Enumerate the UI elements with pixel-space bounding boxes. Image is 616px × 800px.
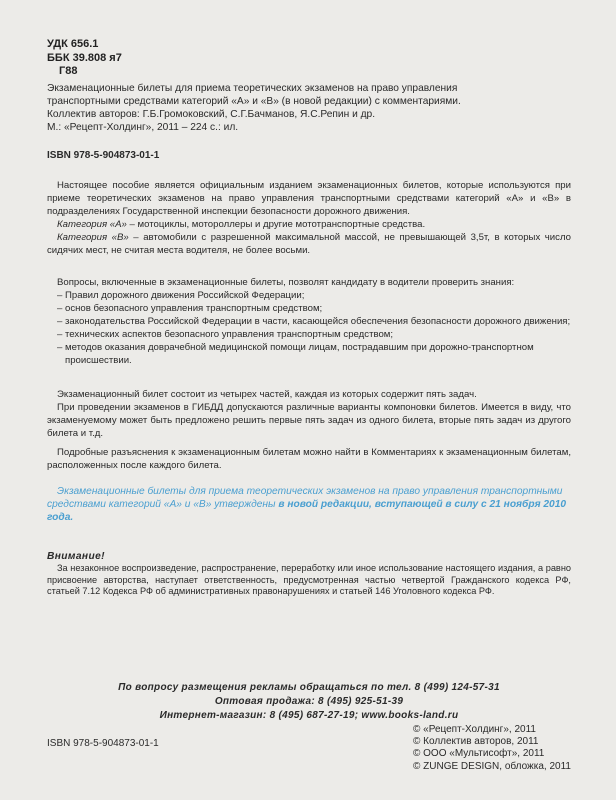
- questions-list: [47, 289, 571, 367]
- category-b-label: Категория «В»: [57, 232, 129, 243]
- citation-line: Экзаменационные билеты для приема теоретических экзаменов на право управления: [47, 83, 458, 94]
- citation-line: транспортными средствами категорий «А» и «В» (в новой редакции) с комментариями.: [47, 96, 461, 107]
- copyrights: [413, 724, 571, 773]
- category-b: [47, 231, 571, 257]
- contacts: [47, 681, 571, 723]
- classification-codes: [47, 38, 571, 79]
- advertising-contact: По вопросу размещения рекламы обращаться по тел. 8 (499) 124-57-31: [118, 682, 500, 693]
- warning-text: За незаконное воспроизведение, распространение, переработку или иное использование настоящего издания, а равно присвоение авторства, наступает ответственность, предусмотренная частью четвертой Гражданского кодекса РФ, статьей 7.12 Кодекса РФ об административных правонарушениях и статьей 146 Уголовного кодекса РФ.: [47, 563, 571, 596]
- category-b-text: – автомобили с разрешенной максимальной массой, не превышающей 3,5т, в которых число сидячих мест, не считая места водителя, не более восьми.: [47, 232, 572, 256]
- category-a-label: Категория «А»: [57, 219, 127, 230]
- list-item: – основ безопасного управления транспортным средством;: [57, 303, 323, 314]
- intro-paragraph: Настоящее пособие является официальным изданием экзаменационных билетов, которые используются при приеме теоретических экзаменов на право управления транспортными средствами категорий «А» и «В» в подразделениях Государственной инспекции безопасности дорожного движения.: [47, 180, 571, 217]
- questions-section: [47, 276, 571, 367]
- intro-section: [47, 179, 571, 257]
- category-a-text: – мотоциклы, мотороллеры и другие мототранспортные средства.: [126, 219, 426, 230]
- online-store-contact: Интернет-магазин: 8 (495) 687-27-19; www.books-land.ru: [159, 710, 459, 721]
- approval-bold: в новой редакции, вступающей в силу с 21 ноября 2010 года.: [47, 499, 567, 523]
- list-item: – Правил дорожного движения Российской Федерации;: [57, 290, 305, 301]
- bbk-code: ББК 39.808 я7: [47, 51, 122, 64]
- copyright-line: © «Рецепт-Холдинг», 2011: [413, 724, 536, 735]
- approval-text: Экзаменационные билеты для приема теоретических экзаменов на право управления транспортными средствами категорий «А» и «В» утверждены: [47, 486, 563, 510]
- copyright-line: © Коллектив авторов, 2011: [413, 736, 539, 748]
- list-item: – законодательства Российской Федерации в части, касающейся обеспечения безопасности дорожного движения;: [57, 316, 571, 327]
- citation-line: Коллектив авторов: Г.Б.Громоковский, С.Г.Бачманов, Я.С.Репин и др.: [47, 109, 376, 120]
- copyright-line: © ООО «Мультисофт», 2011: [413, 748, 545, 760]
- comments-paragraph: [47, 446, 571, 472]
- questions-intro: Вопросы, включенные в экзаменационные билеты, позволят кандидату в водители проверить знания:: [57, 277, 515, 288]
- list-item: – технических аспектов безопасного управления транспортным средством;: [57, 329, 394, 340]
- list-item: – методов оказания доврачебной медицинской помощи лицам, пострадавшим при дорожно-транспортном происшествии.: [57, 342, 534, 366]
- isbn-bottom: ISBN 978-5-904873-01-1: [47, 738, 159, 749]
- isbn-top: ISBN 978-5-904873-01-1: [47, 150, 160, 161]
- comments-text: Подробные разъяснения к экзаменационным билетам можно найти в Комментариях к экзаменационным билетам, расположенных после каждого билета.: [47, 447, 571, 471]
- warning-section: [47, 550, 571, 598]
- category-a: [47, 218, 571, 231]
- copyright-line: © ZUNGE DESIGN, обложка, 2011: [413, 760, 571, 772]
- variants-paragraph: При проведении экзаменов в ГИБДД допускаются различные варианты компоновки билетов. Имеется в виду, что экзаменуемому может быть предложено решить первые пять задач из одного билета, вторые пять задач из другого билета и т.д.: [47, 402, 571, 439]
- citation-line: М.: «Рецепт-Холдинг», 2011 – 224 с.: ил.: [47, 122, 239, 133]
- wholesale-contact: Оптовая продажа: 8 (495) 925-51-39: [214, 696, 404, 707]
- structure-paragraph: Экзаменационный билет состоит из четырех частей, каждая из которых содержит пять задач.: [57, 389, 477, 400]
- warning-title: Внимание!: [47, 551, 105, 562]
- approval-notice: [47, 485, 571, 524]
- author-code: Г88: [59, 65, 78, 77]
- structure-section: [47, 388, 571, 440]
- udk-code: УДК 656.1: [47, 38, 99, 50]
- bibliographic-citation: [47, 82, 571, 134]
